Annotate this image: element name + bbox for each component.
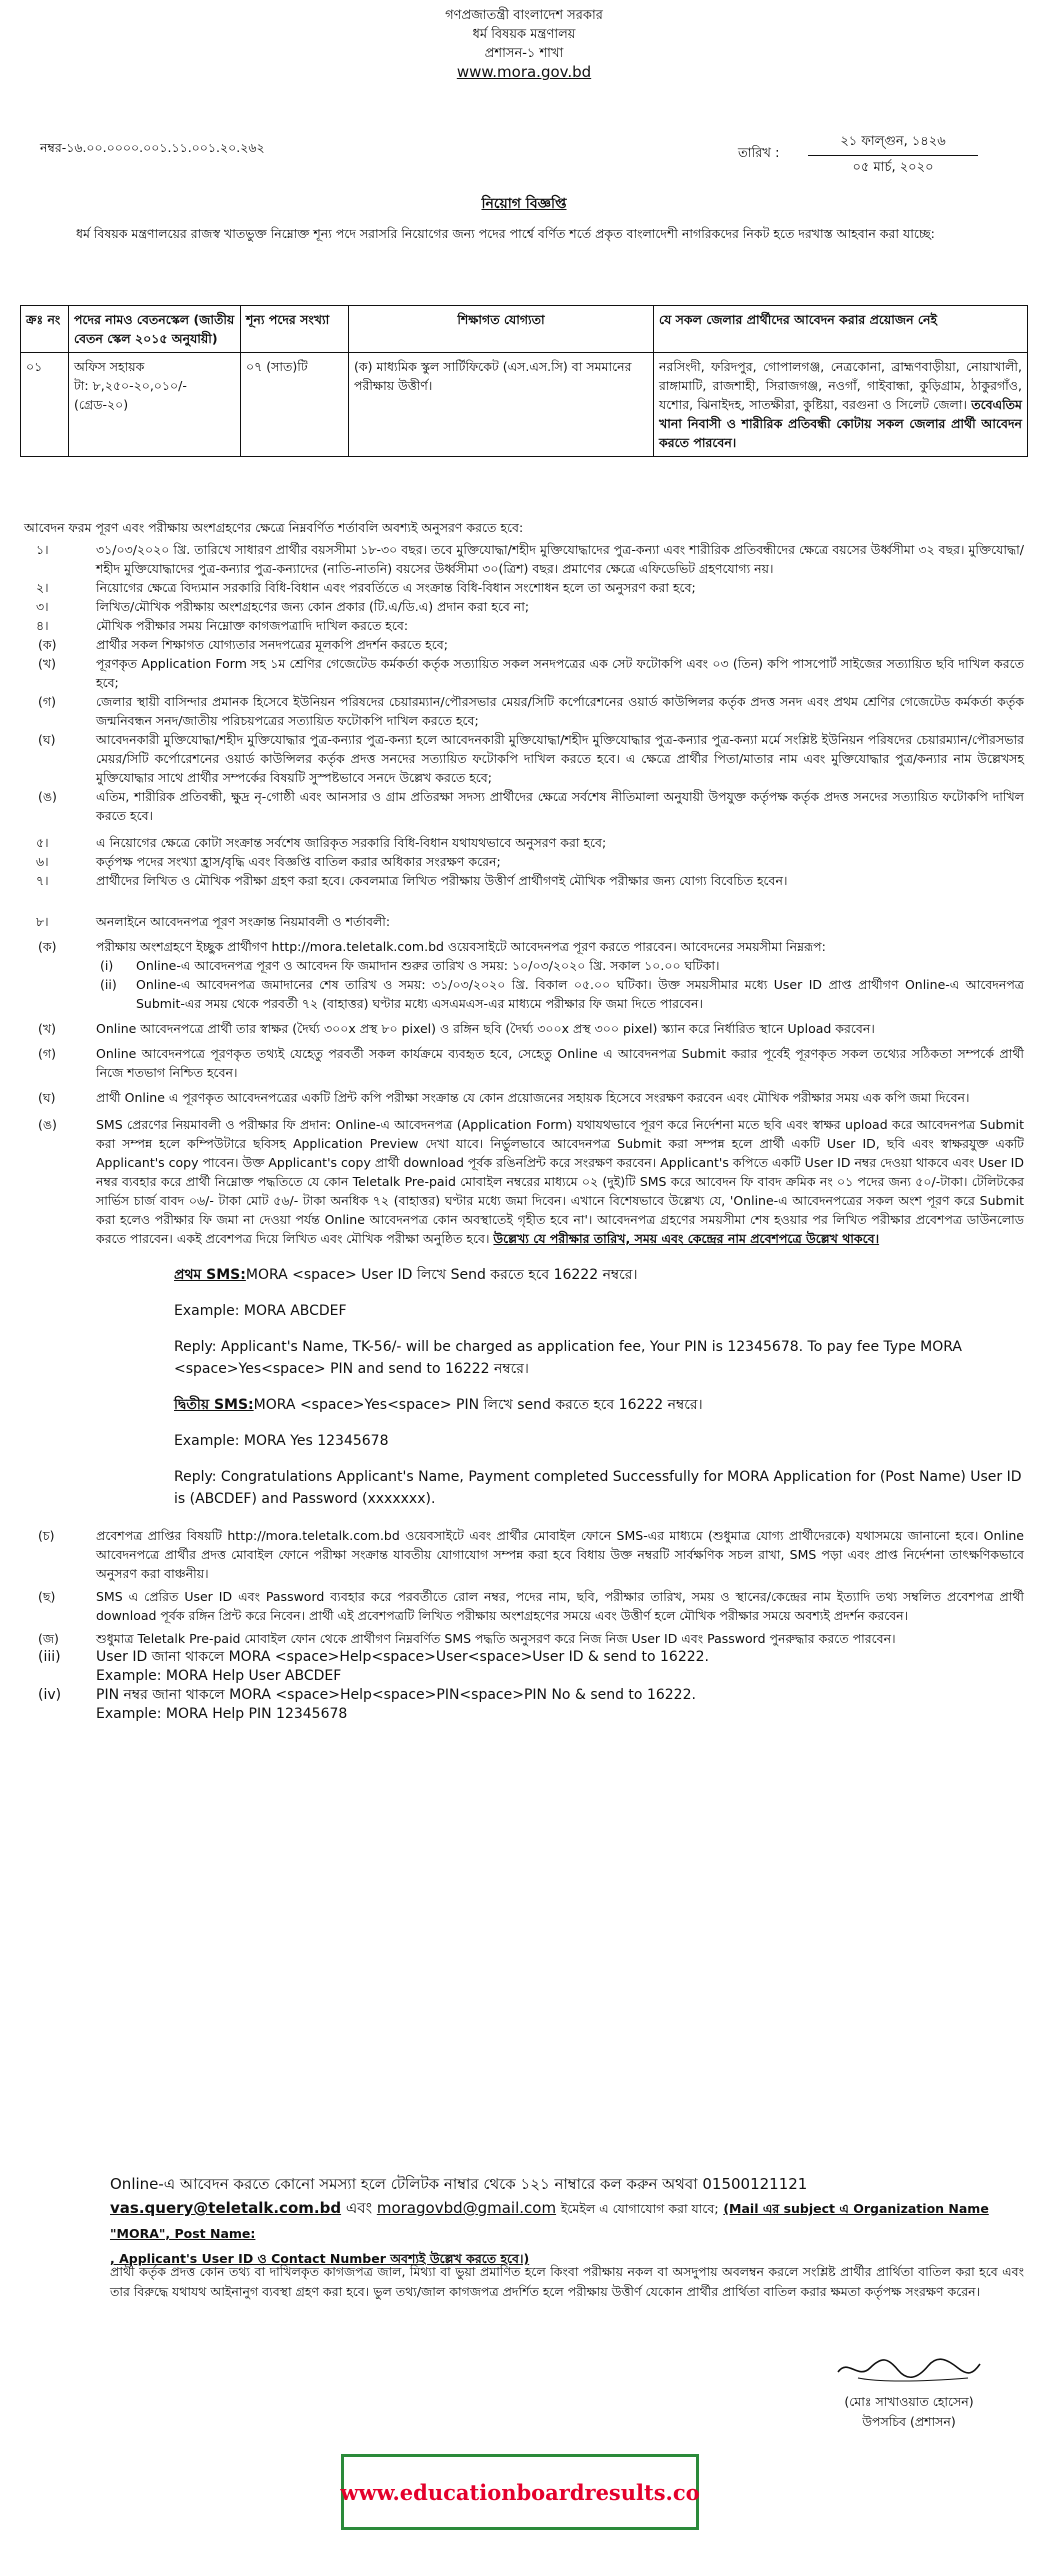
signature-image <box>828 2348 988 2388</box>
list-item: ২। নিয়োগের ক্ষেত্রে বিদ্যমান সরকারি বিধি-বিধান এবং পরবর্তিতে এ সংক্রান্ত বিধি-বিধান সংশোধন হলে তা অনুসরণ করা হবে; <box>36 580 696 595</box>
sms-instructions: প্রথম SMS:MORA <space> User ID লিখে Send করতে হবে 16222 নম্বরে। Example: MORA ABCDEF Reply: Applicant's Name, TK-56/- will be charged as application fee, Your PIN is 12345678. To pay fee Type MORA <space>Yes<space> PIN and send to 16222 নম্বরে। দ্বিতীয় SMS:MORA <space>Yes<space> PIN লিখে send করতে হবে 16222 নম্বরে। Example: MORA Yes 12345678 Reply: Congratulations Applicant's Name, Payment completed Successfully for MORA Application for (Post Name) User ID is (ABCDEF) and Password (xxxxxxx). <box>174 1267 1022 1507</box>
intro-paragraph: ধর্ম বিষয়ক মন্ত্রণালয়ের রাজস্ব খাতভুক্ত নিম্নোক্ত শূন্য পদে সরাসরি নিয়োগের জন্য পদের পার্শ্বে বর্ণিত শর্তে প্রকৃত বাংলাদেশী নাগরিকদের নিকট হতে দরখাস্ত আহবান করা যাচ্ছে: <box>76 226 935 241</box>
col-sl: ক্রঃ নং <box>21 306 69 353</box>
mail-subject-note: (Mail এর subject এ Organization Name "MORA", Post Name: <box>110 2201 989 2241</box>
list-item: (ঘ) প্রার্থী Online এ পূরণকৃত আবেদনপত্রের একটি প্রিন্ট কপি পরীক্ষা সংক্রান্ত যে কোন প্রয়োজনের সহায়ক হিসেবে সংরক্ষণ করবেন এবং মৌখিক পরীক্ষার সময় এক কপি জমা দিবেন। <box>38 1090 970 1105</box>
list-item: ৭। প্রার্থীদের লিখিত ও মৌখিক পরীক্ষা গ্রহণ করা হবে। কেবলমাত্র লিখিত পরীক্ষায় উত্তীর্ণ প্রার্থীগণই মৌখিক পরীক্ষার জন্য যোগ্য বিবেচিত হবেন। <box>36 873 788 888</box>
conditions-intro: আবেদন ফরম পূরণ এবং পরীক্ষায় অংশগ্রহণের ক্ষেত্রে নিম্নবর্ণিত শর্তাবলি অবশ্যই অনুসরণ করতে হবে: <box>24 520 524 535</box>
ministry-website-link[interactable]: www.mora.gov.bd <box>456 63 592 81</box>
list-item: (জ) শুধুমাত্র Teletalk Pre-paid মোবাইল ফোন থেকে প্রার্থীগণ নিম্নবর্ণিত SMS পদ্ধতি অনুসরণ করে নিজ নিজ User ID এবং Password পুনরুদ্ধার করতে পারবেন। <box>38 1631 896 1646</box>
table-header-row <box>21 306 1028 353</box>
list-item: ৬। কর্তৃপক্ষ পদের সংখ্যা হ্রাস/বৃদ্ধি এবং বিজ্ঞপ্তি বাতিল করার অধিকার সংরক্ষণ করেন; <box>36 854 501 869</box>
ministry-name: ধর্ম বিষয়ক মন্ত্রণালয় <box>472 27 576 42</box>
list-item: (ঙ) এতিম, শারীরিক প্রতিবন্ধী, ক্ষুদ্র নৃ-গোষ্ঠী এবং আনসার ও গ্রাম প্রতিরক্ষা সদস্য প্রার্থীদের ক্ষেত্রে সর্বশেষ নীতিমালা অনুযায়ী উপযুক্ত কর্তৃপক্ষ কর্তৃক প্রদত্ত সনদের সত্যায়িত ফটোকপি দাখিল করতে হবে। <box>38 789 1024 823</box>
cell-count: ০৭ (সাত)টি <box>241 353 349 457</box>
section-name: প্রশাসন-১ শাখা <box>484 46 564 61</box>
helpline-text: Online-এ আবেদন করতে কোনো সমস্যা হলে টেলিটক নাম্বার থেকে ১২১ নাম্বারে কল করুন অথবা 01500121121 <box>110 2175 808 2193</box>
cell-districts: নরসিংদী, ফরিদপুর, গোপালগঞ্জ, নেত্রকোনা, ব্রাহ্মণবাড়ীয়া, নোয়াখালী, রাঙ্গামাটি, রাজশাহী, সিরাজগঞ্জ, নওগাঁ, গাইবান্ধা, কুড়িগ্রাম, ঠাকুরগাঁও, যশোর, ঝিনাইদহ, সাতক্ষীরা, কুষ্টিয়া, বরগুনা ও সিলেট জেলা। তবেএতিম খানা নিবাসী ও শারীরিক প্রতিবন্ধী কোটায় সকল জেলার প্রার্থী আবেদন করতে পারবেন। <box>654 353 1028 457</box>
list-item: ৮। অনলাইনে আবেদনপত্র পূরণ সংক্রান্ত নিয়মাবলী ও শর্তাবলী: <box>36 914 391 929</box>
closing-paragraph: প্রার্থী কর্তৃক প্রদত্ত কোন তথ্য বা দাখিলকৃত কাগজপত্র জাল, মিথ্যা বা ভুয়া প্রমাণিত হলে কিংবা পরীক্ষায় নকল বা অসদুপায় অবলম্বন করলে সংশ্লিষ্ট প্রার্থীর প্রার্থিতা বাতিল করা হবে এবং তার বিরুদ্ধে যথাযথ আইনানুগ ব্যবস্থা গ্রহণ করা হবে। ভুল তথ্য/জাল কাগজপত্র প্রদর্শিত হলে পরীক্ষায় উত্তীর্ণ যেকোন প্রার্থীর প্রার্থিতা বাতিল করার ক্ষমতা কর্তৃপক্ষ সংরক্ষণ করেন। <box>110 2264 1024 2299</box>
list-item: (চ) প্রবেশপত্র প্রাপ্তির বিষয়টি http://mora.teletalk.com.bd ওয়েবসাইটে এবং প্রার্থীর মোবাইল ফোনে SMS-এর মাধ্যমে (শুধুমাত্র যোগ্য প্রার্থীদেরকে) যথাসময়ে জানানো হবে। Online আবেদনপত্রে প্রার্থীর প্রদত্ত মোবাইল ফোনে পরীক্ষা সংক্রান্ত যাবতীয় যোগাযোগ সম্পন্ন করা হবে বিধায় উক্ত নম্বরটি সার্বক্ষণিক সচল রাখা, SMS পড়া এবং প্রাপ্ত নির্দেশনা তাৎক্ষণিকভাবে অনুসরণ করা বাঞ্চনীয়। <box>38 1528 1024 1581</box>
list-item: (ছ) SMS এ প্রেরিত User ID এবং Password ব্যবহার করে পরবর্তীতে রোল নম্বর, পদের নাম, ছবি, পরীক্ষার তারিখ, সময় ও স্থানের/কেন্দ্রের নাম ইত্যাদি তথ্য সম্বলিত প্রবেশপত্র প্রার্থী download পূর্বক রঙ্গিন প্রিন্ট করে নিবেন। প্রার্থী এই প্রবেশপত্রটি লিখিত পরীক্ষায় অংশগ্রহণের সময়ে এবং উত্তীর্ণ হলে মৌখিক পরীক্ষার সময়ে অবশ্যই প্রদর্শন করবেন। <box>38 1589 1024 1623</box>
mora-email-link[interactable]: moragovbd@gmail.com <box>376 2199 557 2217</box>
signatory-name: (মোঃ সাখাওয়াত হোসেন) <box>844 2394 974 2409</box>
list-item: (গ) Online আবেদনপত্রে পূরণকৃত তথ্যই যেহেতু পরবর্তী সকল কার্যক্রমে ব্যবহৃত হবে, সেহেতু Online এ আবেদনপত্র Submit করার পূর্বেই পূরণকৃত সকল তথ্যের সঠিকতা সম্পর্কে প্রার্থী নিজে শতভাগ নিশ্চিত হবেন। <box>38 1046 1024 1080</box>
list-item: ৪। মৌখিক পরীক্ষার সময় নিম্নোক্ত কাগজপত্রাদি দাখিল করতে হবে: <box>36 618 409 633</box>
notice-title: নিয়োগ বিজ্ঞপ্তি <box>481 196 567 212</box>
letterhead <box>0 0 1048 82</box>
signatory-designation: উপসচিব (প্রশাসন) <box>862 2414 956 2429</box>
list-item: (খ) Online আবেদনপত্রে প্রার্থী তার স্বাক্ষর (দৈর্ঘ্য ৩০০x প্রস্থ ৮০ pixel) ও রঙ্গিন ছবি (দৈর্ঘ্য ৩০০x প্রস্থ ৩০০ pixel) স্ক্যান করে নির্ধারিত স্থানে Upload করবেন। <box>38 1021 875 1036</box>
col-post: পদের নামও বেতনস্কেল (জাতীয় বেতন স্কেল ২০১৫ অনুযায়ী) <box>69 306 241 353</box>
cell-qualification: (ক) মাধ্যমিক স্কুল সার্টিফিকেট (এস.এস.সি) বা সমমানের পরীক্ষায় উত্তীর্ণ। <box>349 353 654 457</box>
conditions-body <box>24 540 1024 1724</box>
list-item: (গ) জেলার স্থায়ী বাসিন্দার প্রমানক হিসেবে ইউনিয়ন পরিষদের চেয়ারম্যান/পৌরসভার মেয়র/সিটি কর্পোরেশনের ওয়ার্ড কাউন্সিলর কর্তৃক প্রদত্ত সনদ এবং প্রথম শ্রেণির গেজেটেড কর্মকর্তা কর্তৃক জন্মনিবন্ধন সনদ/জাতীয় পরিচয়পত্রের সত্যায়িত ফটোকপি দাখিল করতে হবে; <box>38 694 1024 728</box>
date-english: ০৫ মার্চ, ২০২০ <box>852 160 934 175</box>
table-row <box>21 353 1028 457</box>
list-item: (iv) PIN নম্বর জানা থাকলে MORA <space>Help<space>PIN<space>PIN No & send to 16222. Example: MORA Help PIN 12345678 <box>38 1687 696 1722</box>
watermark-box <box>341 2454 699 2530</box>
memo-number: নম্বর-১৬.০০.০০০০.০০১.১১.০০১.২০.২৬২ <box>40 140 265 155</box>
date-label: তারিখ : <box>738 146 780 161</box>
contact-info <box>110 2172 1024 2271</box>
email-note: ইমেইল এ যোগাযোগ করা যাবে; <box>560 2201 719 2216</box>
list-item: (ক) পরীক্ষায় অংশগ্রহণে ইচ্ছুক প্রার্থীগণ http://mora.teletalk.com.bd ওয়েবসাইটে আবেদনপত্র পূরণ করতে পারবেন। আবেদনের সময়সীমা নিম্নরূপ: <box>38 939 826 954</box>
cell-sl: ০১ <box>21 353 69 457</box>
watermark-text: www.educationboardresults.co <box>340 2479 700 2505</box>
col-count: শূন্য পদের সংখ্যা <box>241 306 349 353</box>
list-item: (iii) User ID জানা থাকলে MORA <space>Help<space>User<space>User ID & send to 16222. Example: MORA Help User ABCDEF <box>38 1649 710 1684</box>
list-item: ৫। এ নিয়োগের ক্ষেত্রে কোটা সংক্রান্ত সর্বশেষ জারিকৃত সরকারি বিধি-বিধান যথাযথভাবে অনুসরণ করা হবে; <box>36 835 607 850</box>
date-block <box>738 132 978 179</box>
govt-name: গণপ্রজাতন্ত্রী বাংলাদেশ সরকার <box>445 8 603 23</box>
list-item: (ঙ) SMS প্রেরণের নিয়মাবলী ও পরীক্ষার ফি প্রদান: Online-এ আবেদনপত্র (Application Form) যথাযথভাবে পূরণ করে নির্দেশনা মতে ছবি এবং স্বাক্ষর upload করে আবেদনপত্র Submit করা সম্পন্ন হলে কম্পিউটারে ছবিসহ Application Preview দেখা যাবে। নির্ভুলভাবে আবেদনপত্র Submit করা সম্পন্ন হলে প্রার্থী একটি User ID, ছবি এবং স্বাক্ষরযুক্ত একটি Applicant's copy পাবেন। উক্ত Applicant's copy প্রার্থী download পূর্বক রঙিনপ্রিন্ট করে সংরক্ষণ করবেন। Applicant's কপিতে একটি User ID নম্বর দেওয়া থাকবে এবং User ID নম্বর ব্যবহার করে প্রার্থী নিম্নোক্ত পদ্ধতিতে যে কোন Teletalk Pre-paid মোবাইল নম্বরের মাধ্যমে ০২ (দুই)টি SMS করে আবেদন ফি বাবদ ক্রমিক নং ০১ পদের জন্য ৫০/-টাকা। টেলিটকের সার্ভিস চার্জ বাবদ ০৬/- টাকা মোট ৫৬/- টাকা অনধিক ৭২ (বাহাত্তর) ঘণ্টার মধ্যে জমা দিবেন। এখানে বিশেষভাবে উল্লেখ্য যে, 'Online-এ আবেদনপত্রের সকল অংশ পূরণ করে Submit করা হলেও পরীক্ষার ফি জমা না দেওয়া পর্যন্ত Online আবেদনপত্র কোন অবস্থাতেই গৃহীত হবে না'। আবেদনপত্র গ্রহণের সময়সীমা শেষ হওয়ার পর লিখিত পরীক্ষার প্রবেশপত্র ডাউনলোড করতে পারবেন। একই প্রবেশপত্র দিয়ে লিখিত এবং মৌখিক পরীক্ষা অনুষ্ঠিত হবে। উল্লেখ্য যে পরীক্ষার তারিখ, সময় এবং কেন্দ্রের নাম প্রবেশপত্রে উল্লেখ থাকবে। <box>38 1117 1024 1246</box>
mail-subject-note-2: , Applicant's User ID ও Contact Number অবশ্যই উল্লেখ করতে হবে।) <box>110 2251 530 2266</box>
col-qualification: শিক্ষাগত যোগ্যতা <box>349 306 654 353</box>
list-item: (i) Online-এ আবেদনপত্র পূরণ ও আবেদন ফি জমাদান শুরুর তারিখ ও সময়: ১০/০৩/২০২০ খ্রি. সকাল ১০.০০ ঘটিকা। (ii) Online-এ আবেদনপত্র জমাদানের শেষ তারিখ ও সময়: ৩১/০৩/২০২০ খ্রি. বিকাল ০৫.০০ ঘটিকা। উক্ত সময়সীমার মধ্যে User ID প্রাপ্ত প্রার্থীগণ Online-এ আবেদনপত্র Submit-এর সময় থেকে পরবর্তী ৭২ (বাহাত্তর) ঘণ্টার মধ্যে এসএমএস-এর মাধ্যমে পরীক্ষার ফি জমা দিতে পারবেন। <box>100 958 1024 1011</box>
list-item: (ক) প্রার্থীর সকল শিক্ষাগত যোগ্যতার সনদপত্রের মূলকপি প্রদর্শন করতে হবে; <box>38 637 448 652</box>
list-item: ১। ৩১/০৩/২০২০ খ্রি. তারিখে সাধারণ প্রার্থীর বয়সসীমা ১৮-৩০ বছর। তবে মুক্তিযোদ্ধা/শহীদ মুক্তিযোদ্ধাদের পুত্র-কন্যা এবং শারীরিক প্রতিবন্ধীদের ক্ষেত্রে বয়সের উর্ধ্বসীমা ৩২ বছর। মুক্তিযোদ্ধা/শহীদ মুক্তিযোদ্ধাদের পুত্র-কন্যার পুত্র-কন্যাদের (নাতি-নাতনি) বয়সের উর্ধ্বসীমা ৩০(ত্রিশ) বছর। প্রমাণের ক্ষেত্রে এফিডেভিট গ্রহণযোগ্য নয়। <box>36 542 1024 576</box>
teletalk-email-link[interactable]: vas.query@teletalk.com.bd <box>110 2199 342 2217</box>
and-text: এবং <box>345 2199 373 2217</box>
cell-post: অফিস সহায়ক টা: ৮,২৫০-২০,০১০/- (গ্রেড-২০) <box>69 353 241 457</box>
vacancy-table <box>20 305 1028 457</box>
list-item: ৩। লিখিত/মৌখিক পরীক্ষায় অংশগ্রহণের জন্য কোন প্রকার (টি.এ/ডি.এ) প্রদান করা হবে না; <box>36 599 530 614</box>
date-bangla: ২১ ফাল্গুন, ১৪২৬ <box>808 132 978 156</box>
signatory <box>814 2392 1004 2432</box>
list-item: (খ) পূরণকৃত Application Form সহ ১ম শ্রেণির গেজেটেড কর্মকর্তা কর্তৃক সত্যায়িত সকল সনদপত্রের এক সেট ফটোকপি এবং ০৩ (তিন) কপি পাসপোর্ট সাইজের সত্যায়িত ছবি দাখিল করতে হবে; <box>38 656 1024 690</box>
col-districts: যে সকল জেলার প্রার্থীদের আবেদন করার প্রয়োজন নেই <box>654 306 1028 353</box>
list-item: (ঘ) আবেদনকারী মুক্তিযোদ্ধা/শহীদ মুক্তিযোদ্ধার পুত্র-কন্যার পুত্র-কন্যা হলে আবেদনকারী মুক্তিযোদ্ধা/শহীদ মুক্তিযোদ্ধার পুত্র-কন্যার পুত্র-কন্যা মর্মে সংশ্লিষ্ট ইউনিয়ন পরিষদের চেয়ারম্যান/পৌরসভার মেয়র/সিটি কর্পোরেশনের ওয়ার্ড কাউন্সিলর কর্তৃক প্রদত্ত সনদের সত্যায়িত ফটোকপি দাখিল করতে হবে। এ ক্ষেত্রে প্রার্থীর পিতা/মাতার নাম এবং মুক্তিযোদ্ধার পুত্র/কন্যার নাম উল্লেখসহ মুক্তিযোদ্ধার সাথে প্রার্থীর সম্পর্কের বিষয়টি সুস্পষ্টভাবে সনদে উল্লেখ করতে হবে; <box>38 732 1024 785</box>
